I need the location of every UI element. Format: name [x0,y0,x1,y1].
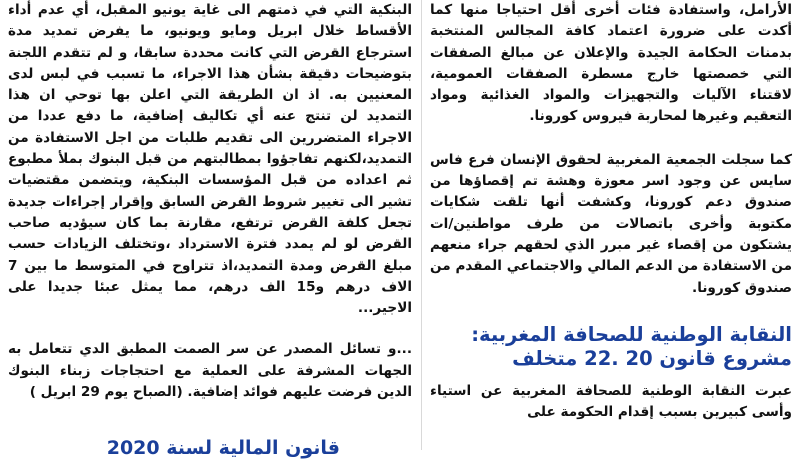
right-column [430,0,792,423]
column-divider [421,0,422,450]
right-article-paragraph-2: كما سجلت الجمعية المغربية لحقوق الإنسان فرع فاس سايس عن وجود اسر معوزة وهشة تم إقصاؤها من صندوق دعم كورونا، وكشفت أنها تلقت شكايات مكتوبة وأخرى باتصالات من طرف مواطنين/ات يشتكون من إقصاء غير مبرر الذي لحقهم جراء منعهم من الاستفادة من الدعم المالي والاجتماعي المقدم من صندوق كورونا. [430,151,792,296]
paragraph-gap [430,299,792,323]
paragraph-gap [8,319,412,339]
paragraph-gap [430,128,792,150]
union-headline-line-1: النقابة الوطنية للصحافة المغربية: [471,322,792,346]
paragraph-gap [430,371,792,381]
right-article-paragraph-1: الأرامل، واستفادة فئات أخرى أقل احتياجا منها كما أكدت على ضرورة اعتماد كافة المجالس المنتخبة بدمنات الحكامة الجيدة والإعلان عن مبالغ الصفقات التي خصصتها خارج مسطرة الصفقات العمومية، لاقتناء الآليات والتجهيزات والمواد الغذائية ومواد التعقيم وغيرها لمحاربة فيروس كورونا. [430,2,792,125]
left-column [8,0,412,403]
left-article-paragraph-1: البنكية التي في ذمتهم الى غاية يونيو المقبل، أي عدم أداء الأقساط خلال ابريل ومايو ويونيو، ما يفرض تمديد مدة استرجاع القرض التي كانت محددة سابقا، و لم تتقدم اللجنة بتوضيحات دقيقة بشأن هذا الاجراء، ما تسبب في لبس لدى المعنيين به. اذ ان الطريقة التي اعلن بها توحي ان هذا التمديد لن تنتج عنه أي تكاليف إضافية، ما دفع عددا من الاجراء المتضررين الى تقديم طلبات من اجل الاستفادة من التمديد،لكنهم تفاجؤوا بمطالبتهم من قبل البنوك بملأ مطبوع ثم اعداده من قبل المؤسسات البنكية، ويتضمن مقتضيات تشير الى تغيير شروط القرض السابق وإقرار إجراءات جديدة تجعل كلفة القرض ترتفع، مقارنة بما كان سيؤديه صاحب القرض لو لم يمدد فترة الاسترداد ،وتختلف الزيادات حسب مبلغ القرض ومدة التمديد،اذ تتراوح في المتوسط ما بين 7 الاف درهم و15 الف درهم، مما يمثل عبئا جديدا على الاجير... [8,2,412,317]
left-bottom-headline: قانون المالية لسنة 2020 [106,437,340,459]
left-article-paragraph-2: ...و تسائل المصدر عن سر الصمت المطبق الدي تتعامل به الجهات المشرفة على العملية مع احتجاجات زبناء البنوك الدين فرضت عليهم فوائد إضافية. (الصباح يوم 29 ابريل ) [8,341,412,401]
union-headline-line-2: مشروع قانون 20 .22 متخلف [512,346,792,370]
right-article-paragraph-3: عبرت النقابة الوطنية للصحافة المغربية عن استياء وأسى كبيرين بسبب إقدام الحكومة على [430,382,792,421]
